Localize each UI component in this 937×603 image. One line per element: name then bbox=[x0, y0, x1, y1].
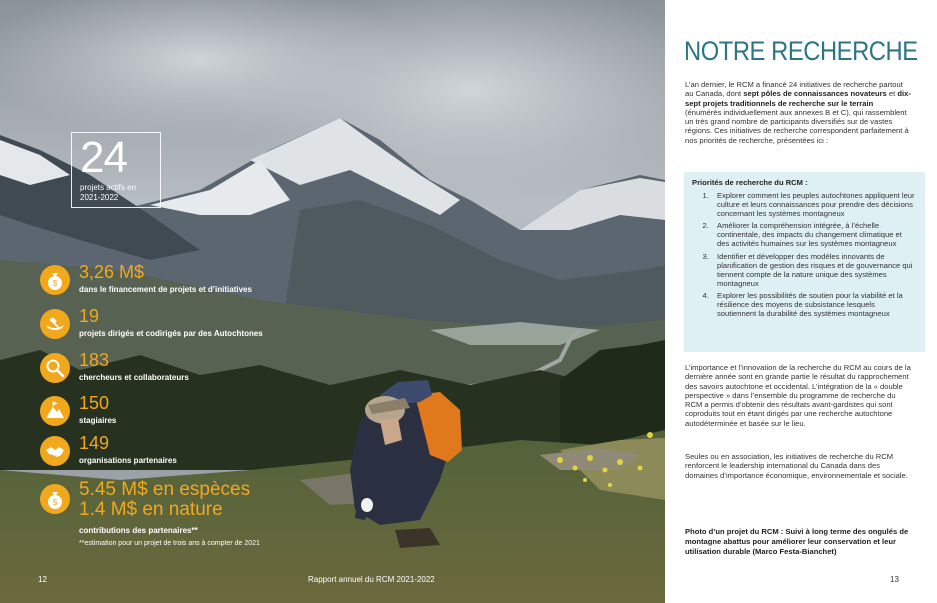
priority-item: 3. Identifier et développer des modèles innovants de planification de gestion des risques et de gouvernance qui tiennent compte de la nature unique des systèmes montagneux bbox=[711, 252, 915, 288]
active-projects-caption: projets actifs en 2021-2022 bbox=[80, 183, 137, 202]
stat-partners-label: organisations partenaires bbox=[79, 456, 177, 465]
stat-contributions-cash: 5.45 M$ en espèces bbox=[79, 479, 251, 500]
stat-contributions-note: **estimation pour un projet de trois ans à compter de 2021 bbox=[79, 540, 260, 547]
intro-bold-2: dix-sept projets traditionnels de recherche sur le terrain bbox=[685, 89, 911, 108]
report-footer: Rapport annuel du RCM 2021-2022 bbox=[308, 575, 435, 584]
stat-funding-label: dans le financement de projets et d’initiatives bbox=[79, 285, 252, 294]
handshake-icon bbox=[40, 436, 70, 466]
intro-text-2: et bbox=[886, 89, 898, 99]
right-page bbox=[665, 0, 937, 603]
mountain-flag-icon bbox=[40, 396, 70, 426]
research-priorities-box bbox=[684, 172, 925, 352]
money-bag-icon bbox=[40, 484, 70, 514]
stat-indigenous-projects-value: 19 bbox=[79, 306, 100, 326]
page-number-right: 13 bbox=[890, 575, 899, 584]
magnifier-icon bbox=[40, 353, 70, 383]
stat-contributions-kind: 1.4 M$ en nature bbox=[79, 499, 223, 520]
intro-text-1: L’an dernier, le RCM a financé 24 initiatives de recherche partout au Canada, dont bbox=[685, 80, 903, 99]
svg-text:$: $ bbox=[52, 498, 58, 507]
stat-indigenous-projects-label: projets dirigés et codirigés par des Autochtones bbox=[79, 329, 263, 338]
stat-researchers-value: 183 bbox=[79, 350, 110, 370]
integration-paragraph: L’importance et l’innovation de la recherche du RCM au cours de la dernière année sont en grande partie le résultat du rapprochement des savoirs autochtone et occidental. L’intégration de la « double perspective » dans l’ensemble du programme de recherche du RCM a permis d’obtenir des résultats avant-gardistes qui sont coproduits tout en étant dirigés par une recherche autochtone autodéterminée et basée sur le lieu. bbox=[685, 363, 911, 428]
photo-caption: Photo d’un projet du RCM : Suivi à long terme des ongulés de montagne abattus pour améliorer leur conservation et leur utilisation durable (Marco Festa-Bianchet) bbox=[685, 527, 909, 556]
active-projects-count: 24 bbox=[80, 133, 127, 182]
svg-text:$: $ bbox=[52, 279, 58, 288]
canoe-icon bbox=[40, 309, 70, 339]
priority-item: 2. Améliorer la compréhension intégrée, à l’échelle continentale, des impacts du changement climatique et des activités humaines sur les systèmes montagneux bbox=[711, 221, 915, 248]
stat-trainees-label: stagiaires bbox=[79, 416, 117, 425]
stat-trainees-value: 150 bbox=[79, 393, 110, 413]
intro-bold-1: sept pôles de connaissances novateurs bbox=[743, 89, 887, 99]
priority-item: 1. Explorer comment les peuples autochtones appliquent leur culture et leurs connaissances pour prendre des décisions concernant les systèmes montagneux bbox=[711, 191, 915, 218]
intro-paragraph bbox=[685, 80, 911, 145]
leadership-paragraph: Seules ou en association, les initiatives de recherche du RCM renforcent le leadership international du Canada dans des domaines d’importance économique, environnementale et sociale. bbox=[685, 452, 908, 480]
priority-item: 4. Explorer les possibilités de soutien pour la viabilité et la résilience des moyens de subsistance lesquels soutiennent la durabilité des systèmes montagneux bbox=[711, 291, 915, 318]
stat-researchers-label: chercheurs et collaborateurs bbox=[79, 373, 189, 382]
active-projects-box bbox=[71, 132, 161, 208]
money-bag-icon bbox=[40, 265, 70, 295]
stat-contributions-label: contributions des partenaires** bbox=[79, 526, 198, 535]
intro-text-3: (énumérés individuellement aux annexes B et C), qui rassemblent un très grand nombre de participants diversifiés sur de vastes régions. Ces initiatives de recherche correspondent parfaitement à nos priorités de recherche, présentées ici : bbox=[685, 107, 909, 145]
priorities-title: Priorités de recherche du RCM : bbox=[692, 178, 808, 187]
priorities-list bbox=[692, 191, 915, 318]
page-number-left: 12 bbox=[38, 575, 47, 584]
stat-funding-value: 3,26 M$ bbox=[79, 262, 145, 282]
page-title: NOTRE RECHERCHE bbox=[684, 36, 918, 66]
stat-partners-value: 149 bbox=[79, 433, 110, 453]
